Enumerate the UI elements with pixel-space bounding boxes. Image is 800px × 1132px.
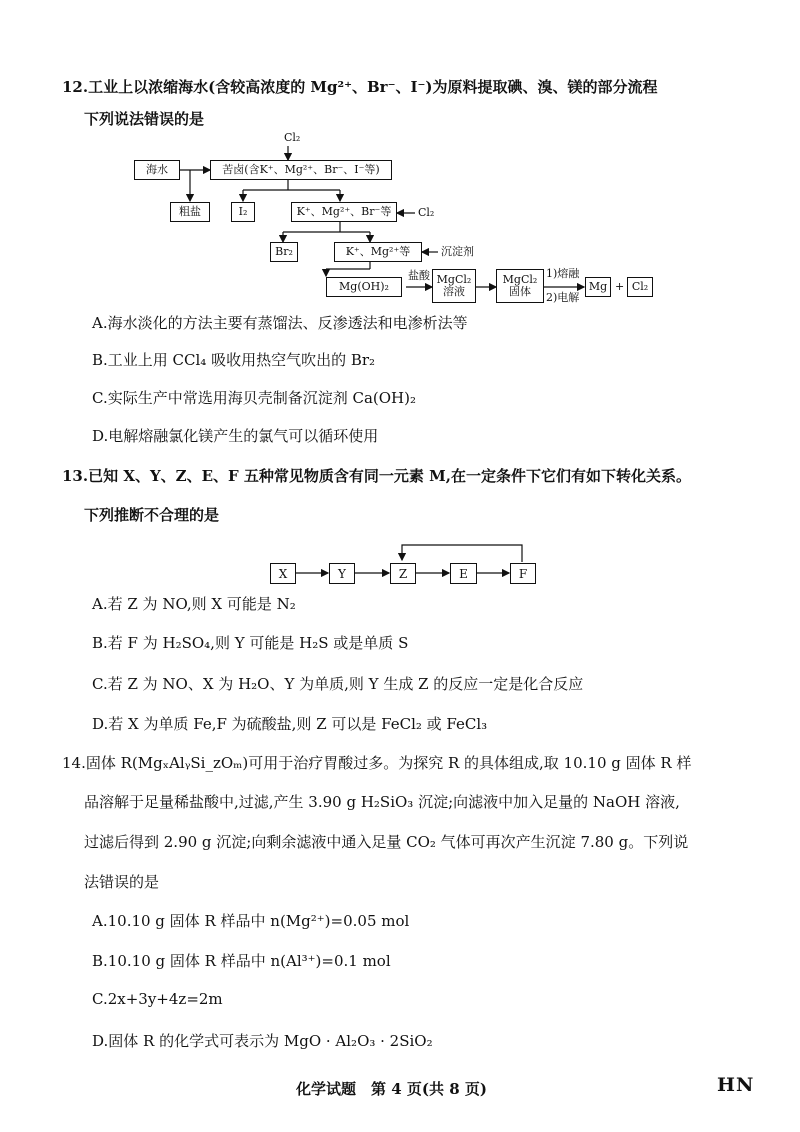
q14-option-a: A.10.10 g 固体 R 样品中 n(Mg²⁺)=0.05 mol [92, 912, 410, 930]
q12-option-b: B.工业上用 CCl₄ 吸收用热空气吹出的 Br₂ [92, 351, 376, 369]
seawater-box: 海水 [134, 160, 180, 180]
page-footer: 化学试题 第 4 页(共 8 页) [296, 1080, 487, 1098]
br2-box: Br₂ [270, 242, 298, 262]
q12-option-d: D.电解熔融氯化镁产生的氯气可以循环使用 [92, 427, 379, 445]
q14-line4: 法错误的是 [84, 873, 160, 891]
q14-line1: 14.固体 R(MgₓAlᵧSi_zOₘ)可用于治疗胃酸过多。为探究 R 的具体组成,取 10.10 g 固体 R 样 [62, 754, 692, 772]
q13-option-c: C.若 Z 为 NO、X 为 H₂O、Y 为单质,则 Y 生成 Z 的反应一定是化合反应 [92, 675, 584, 693]
mgcl2-solution-line1: MgCl₂ [436, 273, 472, 286]
node-z: Z [390, 563, 416, 584]
cl2-out-box: Cl₂ [627, 277, 653, 297]
node-e: E [450, 563, 477, 584]
q14-line3: 过滤后得到 2.90 g 沉淀;向剩余滤液中通入足量 CO₂ 气体可再次产生沉淀 7.80 g。下列说 [84, 833, 689, 851]
node-x: X [270, 563, 296, 584]
q14-option-c: C.2x+3y+4z=2m [92, 990, 223, 1008]
mgcl2-solid-line2: 固体 [509, 285, 531, 298]
q14-option-b: B.10.10 g 固体 R 样品中 n(Al³⁺)=0.1 mol [92, 952, 391, 970]
hcl-label: 盐酸 [408, 269, 430, 282]
arrow-f-z [402, 545, 522, 562]
plus-sign: + [615, 280, 625, 293]
q12-option-a: A.海水淡化的方法主要有蒸馏法、反渗透法和电渗析法等 [92, 314, 468, 332]
q13-option-b: B.若 F 为 H₂SO₄,则 Y 可能是 H₂S 或是单质 S [92, 634, 409, 652]
precipitant-label: 沉淀剂 [441, 245, 474, 258]
q13-stem-line2: 下列推断不合理的是 [84, 506, 220, 524]
cl2-top-label: Cl₂ [284, 131, 301, 144]
mg-box: Mg [585, 277, 611, 297]
bittern-box: 苦卤(含K⁺、Mg²⁺、Br⁻、I⁻等) [210, 160, 392, 180]
step-electrolysis-label: 2)电解 [546, 291, 580, 304]
q12-stem-line2: 下列说法错误的是 [84, 110, 205, 128]
mgoh2-box: Mg(OH)₂ [326, 277, 402, 297]
cl2-right-label: Cl₂ [418, 206, 435, 219]
node-f: F [510, 563, 536, 584]
q14-line2: 品溶解于足量稀盐酸中,过滤,产生 3.90 g H₂SiO₃ 沉淀;向滤液中加入足量的 NaOH 溶液, [84, 793, 680, 811]
step-melt-label: 1)熔融 [546, 267, 580, 280]
q14-option-d: D.固体 R 的化学式可表示为 MgO · Al₂O₃ · 2SiO₂ [92, 1032, 433, 1050]
kmg-box: K⁺、Mg²⁺等 [334, 242, 422, 262]
i2-box: I₂ [231, 202, 255, 222]
q13-stem-line1: 13.已知 X、Y、Z、E、F 五种常见物质含有同一元素 M,在一定条件下它们有如下转化关系。 [62, 467, 691, 485]
mgcl2-solution-line2: 溶液 [443, 285, 465, 298]
mgcl2-solid-line1: MgCl₂ [502, 273, 538, 286]
region-mark: HN [717, 1074, 755, 1096]
q13-option-d: D.若 X 为单质 Fe,F 为硫酸盐,则 Z 可以是 FeCl₂ 或 FeCl₃ [92, 715, 488, 733]
q12-stem-line1: 12.工业上以浓缩海水(含较高浓度的 Mg²⁺、Br⁻、I⁻)为原料提取碘、溴、镁的部分流程 [62, 78, 658, 96]
node-y: Y [329, 563, 355, 584]
q12-option-c: C.实际生产中常选用海贝壳制备沉淀剂 Ca(OH)₂ [92, 389, 416, 407]
kmgbr-box: K⁺、Mg²⁺、Br⁻等 [291, 202, 397, 222]
q13-option-a: A.若 Z 为 NO,则 X 可能是 N₂ [92, 595, 296, 613]
crude-salt-box: 粗盐 [170, 202, 210, 222]
